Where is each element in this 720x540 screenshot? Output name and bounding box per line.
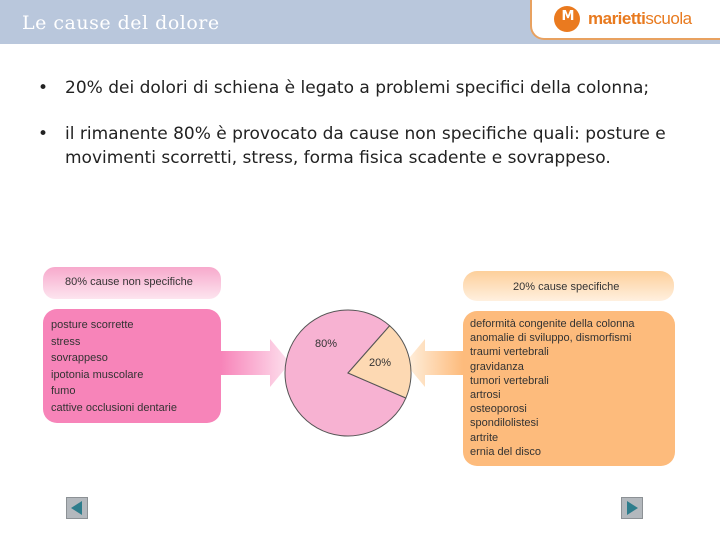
next-slide-button[interactable] (621, 497, 643, 519)
specific-causes-title: 20% cause specifiche (513, 281, 620, 293)
list-item: fumo (51, 385, 76, 398)
triangle-left-icon (67, 498, 87, 518)
bullet-dot-icon: • (38, 124, 49, 144)
list-item: osteoporosi (470, 403, 527, 416)
list-item: traumi vertebrali (470, 346, 549, 359)
list-item: ipotonia muscolare (51, 368, 144, 381)
list-item: posture scorrette (51, 319, 134, 331)
logo-prefix: marietti (588, 9, 646, 28)
left-arrow-icon (221, 339, 290, 387)
logo-suffix: scuola (645, 9, 692, 28)
list-item: ernia del disco (470, 445, 541, 458)
triangle-right-icon (622, 498, 642, 518)
list-item: artrosi (470, 389, 501, 402)
list-item: anomalie di sviluppo, dismorfismi (470, 332, 632, 345)
prev-slide-button[interactable] (66, 497, 88, 519)
right-arrow-icon (405, 339, 463, 387)
bullet-dot-icon: • (38, 78, 49, 98)
pie-chart (285, 310, 411, 436)
list-item: sovrappeso (51, 352, 108, 365)
list-item: deformità congenite della colonna (470, 318, 635, 330)
page-title: Le cause del dolore (22, 12, 220, 34)
nonspecific-causes-title: 80% cause non specifiche (65, 276, 193, 288)
list-item: gravidanza (470, 360, 524, 373)
list-item: stress (51, 335, 81, 348)
list-item: tumori vertebrali (470, 374, 549, 387)
bullet-text: 20% dei dolori di schiena è legato a problemi specifici della colonna; (65, 78, 650, 98)
list-item: artrite (470, 431, 499, 444)
marietti-logo-icon: M (554, 6, 580, 32)
pie-slice-label: 20% (368, 356, 391, 369)
pie-slice-label: 80% (314, 338, 338, 350)
list-item: spondilolistesi (470, 417, 539, 430)
bullet-text: il rimanente 80% è provocato da cause non specifiche quali: posture e movimenti scorretti, stress, forma fisica scadente e sovrappeso. (65, 124, 666, 168)
list-item: cattive occlusioni dentarie (51, 401, 177, 414)
